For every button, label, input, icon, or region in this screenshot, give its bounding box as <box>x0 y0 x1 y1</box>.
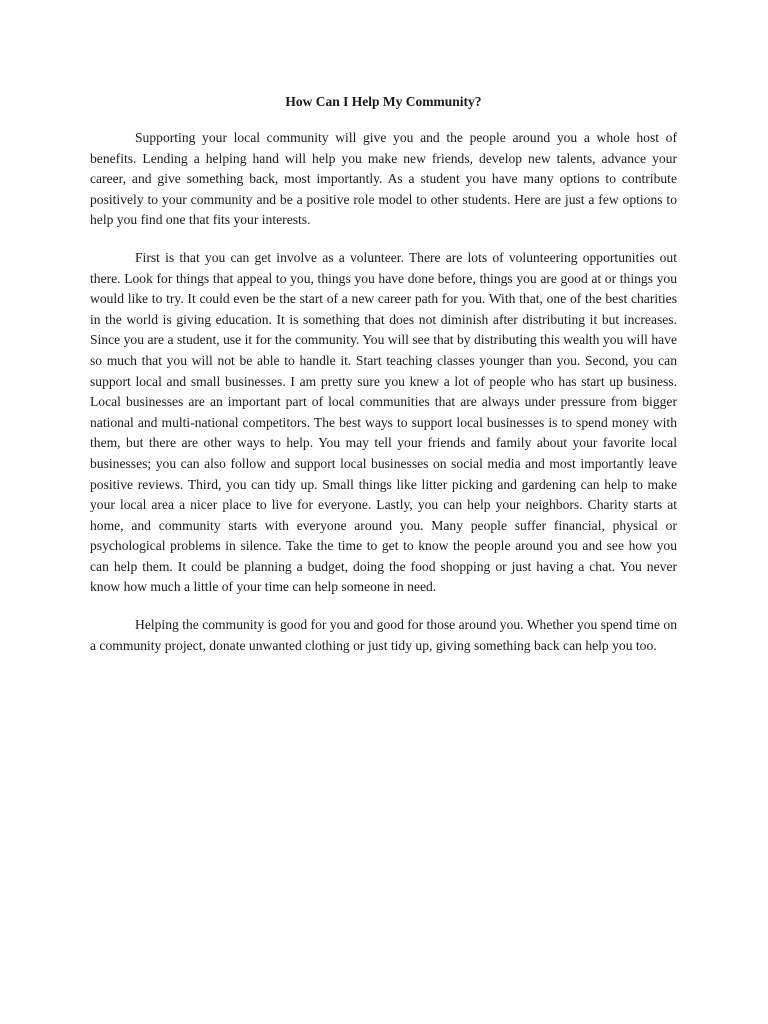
paragraph-conclusion: Helping the community is good for you and good for those around you. Whether you spend time on a community project, donate unwanted clothing or just tidy up, giving something back can help you too. <box>90 617 677 653</box>
paragraph-body: First is that you can get involve as a volunteer. There are lots of volunteering opportunities out there. Look for things that appeal to you, things you have done before, things you are good at or things you would like to try. It could even be the start of a new career path for you. With that, one of the best charities in the world is giving education. It is something that does not diminish after distributing it but increases. Since you are a student, use it for the community. You will see that by distributing this wealth you will have so much that you will not be able to handle it. Start teaching classes younger than you. Second, you can support local and small businesses. I am pretty sure you knew a lot of people who has start up business. Local businesses are an important part of local communities that are always under pressure from bigger national and multi-national competitors. The best ways to support local businesses is to spend money with them, but there are other ways to help. You may tell your friends and family about your favorite local businesses; you can also follow and support local businesses on social media and most importantly leave positive reviews. Third, you can tidy up. Small things like litter picking and gardening can help to make your local area a nicer place to live for everyone. Lastly, you can help your neighbors. Charity starts at home, and community starts with everyone around you. Many people suffer financial, physical or psychological problems in silence. Take the time to get to know the people around you and see how you can help them. It could be planning a budget, doing the food shopping or just having a chat. You never know how much a little of your time can help someone in need. <box>90 249 677 595</box>
document-body <box>90 93 677 673</box>
paragraph-intro: Supporting your local community will give you and the people around you a whole host of benefits. Lending a helping hand will help you make new friends, develop new talents, advance your career, and give something back, most importantly. As a student you have many options to contribute positively to your community and be a positive role model to other students. Here are just a few options to help you find one that fits your interests. <box>90 130 677 228</box>
document-title: How Can I Help My Community? <box>285 94 482 109</box>
